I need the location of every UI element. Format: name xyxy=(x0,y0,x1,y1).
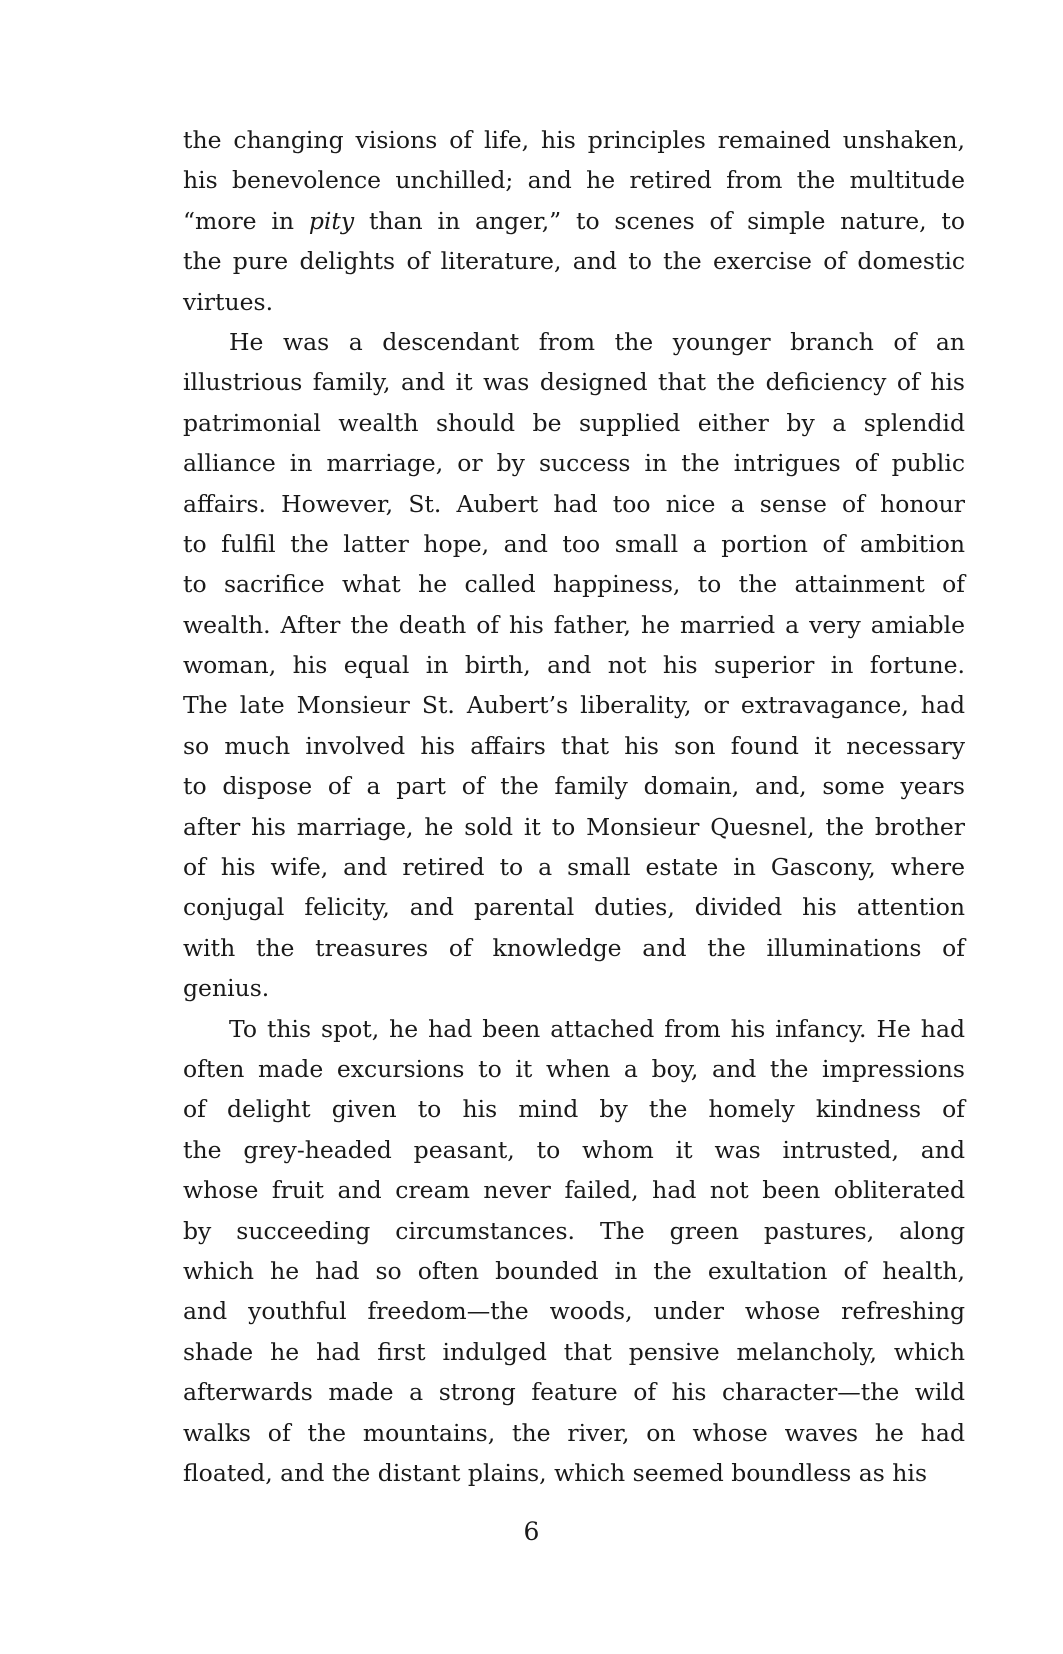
text-segment: He was a descendant from the younger branch of an xyxy=(229,327,965,356)
text-segment: virtues. xyxy=(183,287,274,316)
text-line xyxy=(183,1332,965,1372)
text-segment: woman, his equal in birth, and not his superior in fortune. xyxy=(183,651,965,680)
text-segment: to fulfil the latter hope, and too small a portion of ambition xyxy=(183,529,965,558)
text-line xyxy=(183,403,965,443)
text-segment: than in anger,” to scenes of simple nature, to xyxy=(354,206,965,235)
text-line xyxy=(183,1170,965,1210)
text-segment: to sacrifice what he called happiness, to the attainment of xyxy=(183,570,965,599)
paragraph xyxy=(183,120,965,322)
text-line xyxy=(183,484,965,524)
text-segment: walks of the mountains, the river, on whose waves he had xyxy=(183,1418,965,1447)
body-text xyxy=(183,120,965,1493)
text-segment: genius. xyxy=(183,974,270,1003)
text-line xyxy=(183,928,965,968)
text-segment: often made excursions to it when a boy, and the impressions xyxy=(183,1054,965,1083)
text-line xyxy=(183,807,965,847)
text-line xyxy=(183,726,965,766)
text-segment: the grey-headed peasant, to whom it was intrusted, and xyxy=(183,1135,965,1164)
text-line xyxy=(183,322,965,362)
text-line xyxy=(183,766,965,806)
text-line xyxy=(183,362,965,402)
text-line xyxy=(183,1291,965,1331)
text-segment: affairs. However, St. Aubert had too nice a sense of honour xyxy=(183,489,965,518)
text-segment: his benevolence unchilled; and he retired from the multitude xyxy=(183,166,965,195)
paragraph xyxy=(183,1009,965,1494)
text-line xyxy=(183,524,965,564)
text-segment: illustrious family, and it was designed that the deficiency of his xyxy=(183,368,965,397)
text-segment: of delight given to his mind by the homely kindness of xyxy=(183,1095,965,1124)
text-line xyxy=(183,1453,965,1493)
paragraph xyxy=(183,322,965,1009)
text-segment: “more in xyxy=(183,206,309,235)
text-segment: The late Monsieur St. Aubert’s liberality, or extravagance, had xyxy=(183,691,965,720)
text-segment: the pure delights of literature, and to the exercise of domestic xyxy=(183,247,965,276)
text-line xyxy=(183,1049,965,1089)
text-line xyxy=(183,1413,965,1453)
text-segment: afterwards made a strong feature of his character—the wild xyxy=(183,1378,965,1407)
text-line xyxy=(183,847,965,887)
text-line xyxy=(183,564,965,604)
text-segment: patrimonial wealth should be supplied either by a splendid xyxy=(183,408,965,437)
text-segment: which he had so often bounded in the exultation of health, xyxy=(183,1256,965,1285)
text-segment: shade he had first indulged that pensive melancholy, which xyxy=(183,1337,965,1366)
text-line xyxy=(183,605,965,645)
text-line xyxy=(183,685,965,725)
text-line xyxy=(183,201,965,241)
text-line xyxy=(183,160,965,200)
italic-text: pity xyxy=(308,206,355,235)
text-segment: wealth. After the death of his father, he married a very amiable xyxy=(183,610,965,639)
text-segment: the changing visions of life, his principles remained unshaken, xyxy=(183,126,965,154)
text-segment: To this spot, he had been attached from his infancy. He had xyxy=(229,1014,965,1043)
text-line xyxy=(183,1089,965,1129)
text-line xyxy=(183,1130,965,1170)
text-segment: by succeeding circumstances. The green pastures, along xyxy=(183,1216,965,1245)
text-segment: alliance in marriage, or by success in the intrigues of public xyxy=(183,449,965,478)
text-line xyxy=(183,443,965,483)
text-line xyxy=(183,887,965,927)
text-line xyxy=(183,1251,965,1291)
text-line xyxy=(183,645,965,685)
text-segment: floated, and the distant plains, which seemed boundless as his xyxy=(183,1458,928,1487)
text-line xyxy=(183,282,965,322)
text-segment: so much involved his affairs that his son found it necessary xyxy=(183,731,965,760)
text-segment: conjugal felicity, and parental duties, divided his attention xyxy=(183,893,965,922)
text-line xyxy=(183,1009,965,1049)
text-line xyxy=(183,968,965,1008)
page-number: 6 xyxy=(523,1517,540,1546)
text-segment: of his wife, and retired to a small estate in Gascony, where xyxy=(183,853,965,882)
text-line xyxy=(183,1211,965,1251)
text-line xyxy=(183,120,965,160)
text-segment: with the treasures of knowledge and the illuminations of xyxy=(183,933,965,962)
text-line xyxy=(183,241,965,281)
text-segment: and youthful freedom—the woods, under whose refreshing xyxy=(183,1297,965,1326)
text-segment: whose fruit and cream never failed, had not been obliterated xyxy=(183,1176,965,1205)
text-segment: to dispose of a part of the family domain, and, some years xyxy=(183,772,965,801)
text-segment: after his marriage, he sold it to Monsieur Quesnel, the brother xyxy=(183,812,965,841)
text-line xyxy=(183,1372,965,1412)
